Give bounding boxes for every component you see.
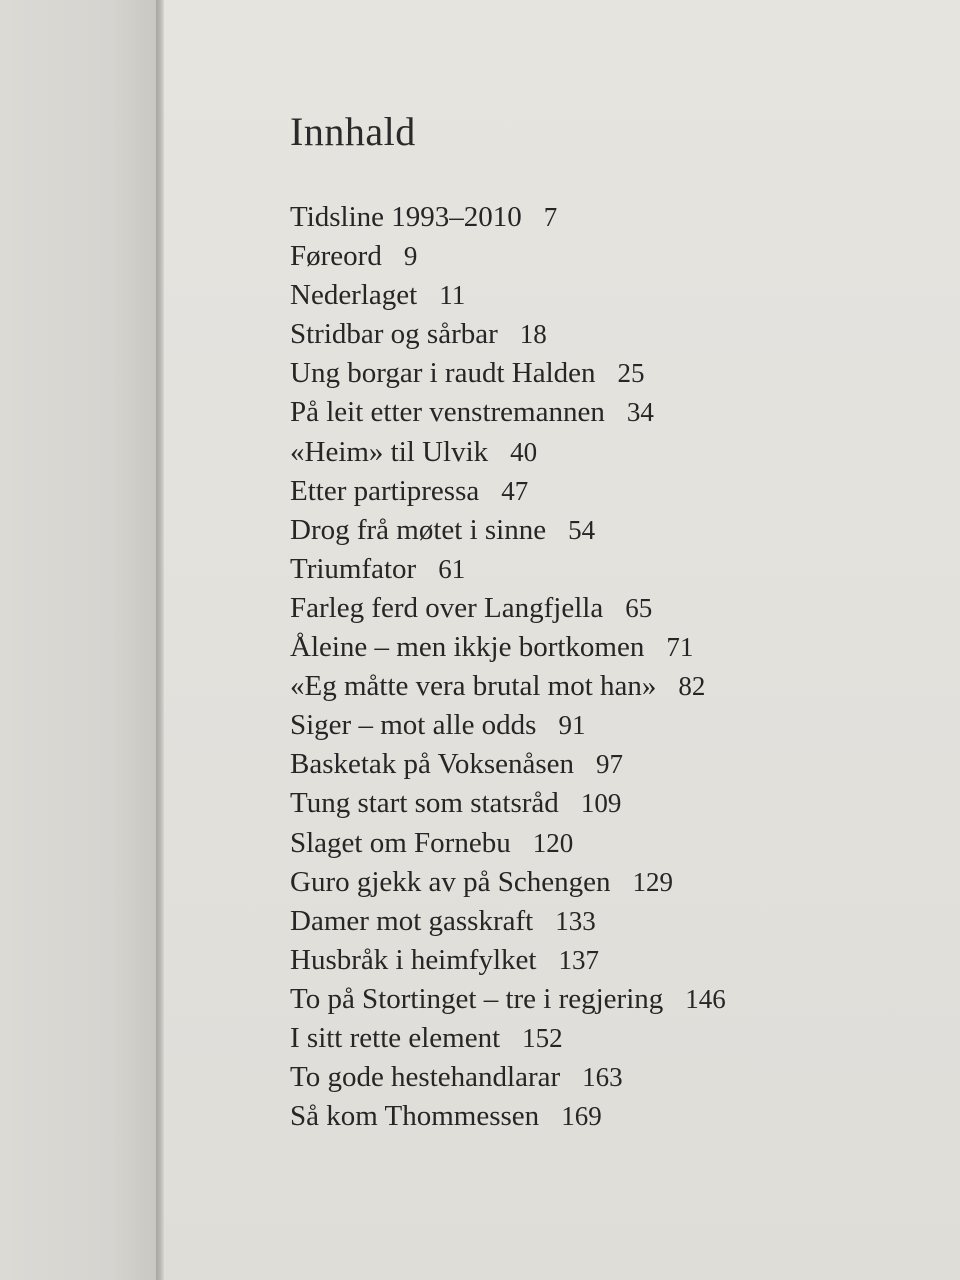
toc-entry-page: 9 xyxy=(403,241,418,272)
toc-entry-title: «Eg måtte vera brutal mot han» xyxy=(290,670,657,703)
toc-entry xyxy=(290,1097,726,1136)
toc-list xyxy=(290,198,726,1136)
toc-entry xyxy=(290,393,726,432)
toc-entry-title: Føreord xyxy=(290,240,382,273)
toc-entry-page: 120 xyxy=(532,827,574,858)
toc-entry xyxy=(290,980,726,1019)
toc-entry-title: Tung start som statsråd xyxy=(290,787,559,820)
toc-entry-title: Åleine – men ikkje bortkomen xyxy=(290,631,645,664)
toc-heading: Innhald xyxy=(290,109,416,154)
toc-entry xyxy=(290,1019,726,1058)
toc-entry-page: 18 xyxy=(519,319,547,350)
toc-entry-page: 65 xyxy=(625,592,653,623)
toc-entry xyxy=(290,902,726,941)
toc-entry xyxy=(290,315,726,354)
toc-entry xyxy=(290,354,726,393)
toc-entry-page: 146 xyxy=(685,983,726,1014)
toc-entry xyxy=(290,237,726,276)
toc-entry xyxy=(290,472,726,511)
toc-entry-page: 47 xyxy=(501,475,529,506)
toc-entry xyxy=(290,941,726,980)
toc-entry-page: 25 xyxy=(617,358,645,389)
toc-entry-title: Guro gjekk av på Schengen xyxy=(290,865,611,898)
toc-entry xyxy=(290,198,726,237)
toc-entry-page: 61 xyxy=(438,553,466,584)
toc-entry-page: 54 xyxy=(568,514,596,545)
toc-entry-title: Triumfator xyxy=(290,552,417,585)
toc-entry-title: Slaget om Fornebu xyxy=(290,826,511,859)
toc-entry-title: Så kom Thommessen xyxy=(290,1100,540,1133)
toc-entry-page: 129 xyxy=(632,866,674,897)
toc-entry-page: 133 xyxy=(555,905,596,936)
toc-entry xyxy=(290,706,726,745)
toc-entry xyxy=(290,1058,726,1097)
toc-entry-page: 152 xyxy=(522,1022,563,1053)
toc-entry-title: To gode hestehandlarar xyxy=(290,1061,561,1094)
toc-entry-page: 163 xyxy=(582,1062,623,1093)
toc-entry-title: Siger – mot alle odds xyxy=(290,709,537,742)
toc-entry-title: To på Stortinget – tre i regjering xyxy=(290,982,664,1015)
toc-entry-page: 71 xyxy=(666,632,694,663)
toc-entry xyxy=(290,824,726,863)
toc-entry-page: 34 xyxy=(626,397,654,428)
toc-entry-page: 7 xyxy=(543,202,558,232)
toc-entry-title: Etter partipressa xyxy=(290,474,480,507)
toc-entry-title: Drog frå møtet i sinne xyxy=(290,513,547,546)
toc-entry-title: Farleg ferd over Langfjella xyxy=(290,591,604,624)
toc-entry xyxy=(290,550,726,589)
toc-entry-page: 82 xyxy=(678,671,706,702)
toc-entry-page: 169 xyxy=(561,1101,602,1132)
toc-entry xyxy=(290,745,726,784)
toc-entry-page: 137 xyxy=(558,944,599,975)
toc-entry-title: I sitt rette element xyxy=(290,1021,501,1054)
toc-entry-title: Nederlaget xyxy=(290,279,418,312)
toc-entry-page: 91 xyxy=(558,710,586,741)
toc-entry-page: 97 xyxy=(596,749,624,780)
toc-entry-title: På leit etter venstremannen xyxy=(290,396,605,429)
toc-entry-page: 109 xyxy=(580,788,622,819)
toc-entry-page: 40 xyxy=(510,436,538,467)
toc-entry-title: Tidsline 1993–2010 xyxy=(290,201,522,233)
toc-entry-title: Ung borgar i raudt Halden xyxy=(290,357,596,390)
left-page xyxy=(0,0,160,1280)
toc-entry-page: 11 xyxy=(439,280,466,311)
toc-entry xyxy=(290,863,726,902)
toc-entry-title: Stridbar og sårbar xyxy=(290,318,498,351)
toc-entry xyxy=(290,589,726,628)
toc-entry-title: Damer mot gasskraft xyxy=(290,904,534,937)
toc-entry xyxy=(290,511,726,550)
toc-entry xyxy=(290,667,726,706)
toc-entry xyxy=(290,628,726,667)
toc-entry-title: Basketak på Voksenåsen xyxy=(290,748,575,781)
toc-entry-title: Husbråk i heimfylket xyxy=(290,943,537,976)
book-gutter xyxy=(156,0,164,1280)
toc-entry xyxy=(290,276,726,315)
toc-entry xyxy=(290,433,726,472)
toc-entry xyxy=(290,784,726,823)
toc-entry-title: «Heim» til Ulvik xyxy=(290,435,489,468)
